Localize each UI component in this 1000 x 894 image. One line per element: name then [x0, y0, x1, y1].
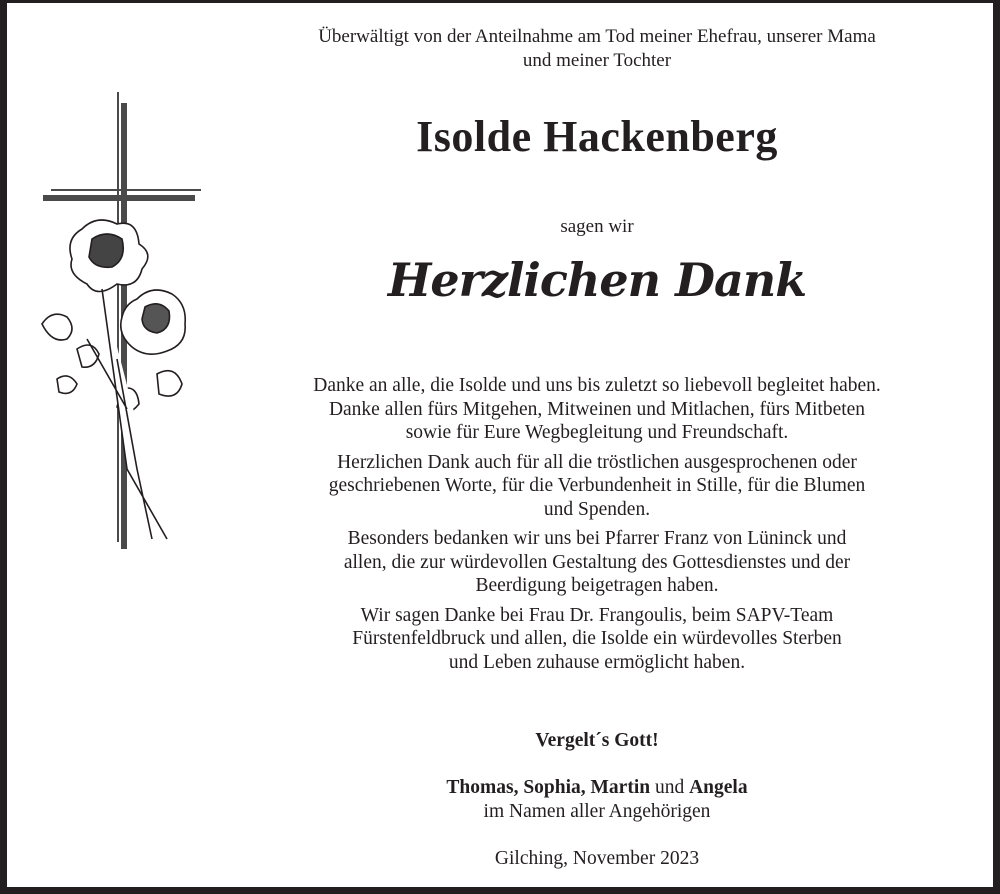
place-date: Gilching, November 2023 — [494, 848, 700, 869]
text-line: Beerdigung beigetragen haben. — [475, 575, 719, 596]
text-line: Besonders bedanken wir uns bei Pfarrer Franz von Lüninck und — [347, 528, 847, 549]
signature-names — [237, 776, 957, 800]
last-name: Angela — [689, 777, 748, 798]
paragraph — [237, 451, 957, 522]
signature-subtitle: im Namen aller Angehörigen — [483, 801, 711, 822]
text-line: Danke an alle, die Isolde und uns bis zuletzt so liebevoll begleitet haben. — [313, 375, 881, 396]
text-line: und Leben zuhause ermöglicht haben. — [448, 651, 746, 673]
motto: Vergelt´s Gott! — [535, 730, 659, 751]
text-line: geschriebenen Worte, für die Verbundenheit in Stille, für die Blumen — [328, 475, 866, 496]
signature — [237, 776, 957, 824]
text-line: Herzlichen Dank auch für all die tröstlichen ausgesprochenen oder — [337, 451, 857, 473]
und-text: und — [650, 777, 690, 798]
cross-with-roses-icon — [27, 89, 207, 554]
intro-line: und meiner Tochter — [522, 50, 672, 71]
text-line: sowie für Eure Wegbegleitung und Freundschaft. — [405, 422, 789, 443]
text-line: Wir sagen Danke bei Frau Dr. Frangoulis, beim SAPV-Team — [360, 604, 834, 626]
paragraph — [237, 604, 957, 675]
text-line: und Spenden. — [543, 498, 651, 520]
text-line: allen, die zur würdevollen Gestaltung des Gottesdienstes und der — [343, 551, 851, 573]
intro-line: Überwältigt von der Anteilnahme am Tod meiner Ehefrau, unserer Mama — [318, 26, 876, 47]
text-line: Fürstenfeldbruck und allen, die Isolde ein würdevolles Sterben — [352, 628, 842, 649]
paragraph — [237, 374, 957, 445]
deceased-name: Isolde Hackenberg — [416, 112, 778, 161]
sagen-wir-text: sagen wir — [560, 216, 634, 237]
thank-you-body — [237, 374, 957, 680]
intro-text — [237, 25, 957, 73]
headline-herzlichen-dank: Herzlichen Dank — [387, 253, 807, 307]
names-bold: Thomas, Sophia, Martin — [446, 777, 651, 798]
paragraph — [237, 527, 957, 598]
text-line: Danke allen fürs Mitgehen, Mitweinen und Mitlachen, fürs Mitbeten — [328, 398, 866, 420]
